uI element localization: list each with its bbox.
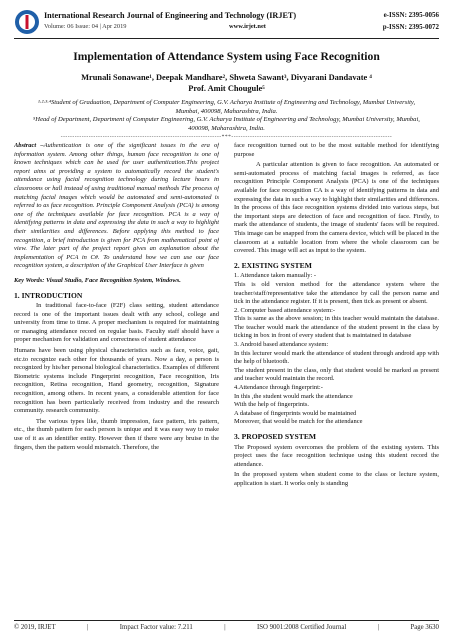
e-issn: e-ISSN: 2395-0056 [383, 11, 439, 19]
existing-line-11: A database of fingerprints would be maintained [234, 409, 357, 417]
affiliation-hod: ⁵Head of Department, Department of Computer Engineering, G.V. Acharya Institute of Engineering and Technology, Mumbai University, Mumbai, 400098, Maharashtra, India. [33, 116, 420, 132]
existing-line-8: 4.Attendance through fingerprint:- [234, 384, 323, 392]
journal-website-link[interactable]: www.irjet.net [229, 23, 266, 30]
footer-sep-1: | [87, 624, 89, 631]
existing-line-9: In this ,the student would mark the attendance [234, 392, 353, 400]
existing-line-12: Moreover, that would be match for the attendance [234, 418, 363, 426]
introduction-heading: 1. INTRODUCTION [14, 290, 83, 300]
abstract-label: Abstract – [14, 142, 44, 149]
existing-line-7: The student present in the class, only that student would be marked as present and teacher would maintain the record. [234, 366, 439, 383]
existing-line-1: 1. Attendance taken manually: - [234, 272, 317, 280]
existing-system-list [234, 272, 439, 427]
author-list [40, 72, 413, 94]
intro-paragraph-2: Humans have been using physical characteristics such as face, voice, gait, etc.to recognize each other for thousands of years. Now a day, a person is recognized by his/her personal biological characteristics. Examples of different Biometric systems include Fingerprint recognition, Face recognition, Iris recognition, Retina recognition, Hand geometry, recognition, Signature recognition, among others. In recent years, a considerable attention for face recognition has been particularly received from industry and the research community. research community. [14, 347, 219, 415]
volume-issue: Volume: 06 Issue: 04 | Apr 2019 [44, 23, 127, 30]
affiliations [30, 99, 423, 133]
affiliation-students: ¹·²·³·⁴Student of Graduation, Department of Computer Engineering, G.V. Acharya Institute of Engineering and Technology, Mumbai University, Mumbai, 400098, Maharashtra, India. [37, 99, 416, 115]
intro-paragraph-3: The various types like, thumb impression, face pattern, iris pattern, etc., the thumb pattern for each person is unique and it was easy way to make use of it as an identifier entity. However then if there were any bruise in the fingers, then the pattern would mismatch. Therefore, the [14, 417, 219, 451]
authors-line-2: Prof. Amit Chougule⁵ [188, 84, 265, 93]
proposed-paragraph-2: In the proposed system when student come to the class or lecture system, application is start. It works only is standing [234, 471, 439, 487]
footer-divider [14, 620, 439, 621]
existing-line-2: This is old version method for the attendance system where the teacher/staff/representative take the attendance by call the person name and tick in the attendance register. If it is present, then tick as present or absent. [234, 280, 439, 306]
footer-page-number: Page 3630 [410, 624, 439, 631]
left-column [14, 142, 219, 617]
section-separator: ---------------------------------------------------------------------***--------------------------------------------------------------------- [60, 134, 393, 140]
header-divider [14, 38, 439, 39]
proposed-paragraph-1: The Proposed system overcomes the problem of the existing system. This project uses the face recognition technique using this student record the attendance. [234, 443, 439, 468]
right-paragraph-2: A particular attention is given to face recognition. An automated or semi-automated process of matching facial images is referred, as face recognition Principle Component Analysis (PCA) is one of the techniques available for face recognition CA is a way of identifying patterns in data and expressing the data in such a way to highlight their similarities and differences. In the process of this face recognition systems divided into various steps, but the important steps are detection of face and recognition of face. Firstly, to mark the attendance of students, the image of students' faces will be required. This image can be snapped from the camera device, which will be placed in the classroom at a suitable location from where the whole classroom can be covered. This image will act as input to the system. [234, 161, 439, 255]
existing-line-4: This is same as the above session; in this teacher would maintain the database. The teacher would mark the attendance of the student present in the class by ticking in box in front of every student that is maintained in database [234, 315, 439, 340]
proposed-system-heading: 3. PROPOSED SYSTEM [234, 432, 317, 441]
journal-header [14, 8, 439, 36]
abstract [14, 142, 219, 271]
footer-sep-2: | [224, 624, 226, 631]
irjet-logo [14, 9, 40, 35]
journal-name: International Research Journal of Engineering and Technology (IRJET) [44, 11, 297, 20]
page-footer [14, 624, 439, 631]
existing-line-6: In this lecturer would mark the attendance of student through android app with the help of bluetooth. [234, 349, 439, 366]
authors-line-1: Mrunali Sonawane¹, Deepak Mandhare², Shweta Sawant³, Divyarani Dandavate ⁴ [81, 73, 372, 82]
existing-line-10: With the help of fingerprints. [234, 401, 310, 409]
existing-system-heading: 2. EXISTING SYSTEM [234, 260, 312, 270]
footer-sep-3: | [377, 624, 380, 631]
right-paragraph-1: face recognition turned out to be the most suitable method for identifying purpose [234, 142, 439, 158]
right-column [234, 142, 439, 617]
footer-iso: ISO 9001:2008 Certified Journal [256, 624, 347, 631]
existing-line-3: 2. Computer based attendance system:- [234, 306, 336, 314]
existing-line-5: 3. Android based attendance system: [234, 341, 329, 349]
keywords: Key Words: Visual Studio, Face Recognition System, Windows. [14, 276, 181, 284]
abstract-text: Authentication is one of the significant issues in the era of information system. Among other things, human face recognition is one of known techniques which can be used for user authentication.This project report aims at providing a system to automatically record the student's attendance using facial recognition technology during lecture hours in classrooms or hall instead of using traditional manual methods The process of matching facial images which would be automated and semi-automated is referred to as face recognition. Principle Component Analysis (PCA) is among one of the techniques available for face recognition. PCA is a way of identifying patterns in data and expressing the data in such a way to highlight their similarities and differences. Before applying this method to face recognition, a brief introduction is given for PCA from mathematical point of view. The later part of the project report gives an explanation about the implementation of PCA in C#. To understand how we can use our face recognition system, a description of the Graphical User Interface is given [14, 142, 219, 270]
footer-impact-factor: Impact Factor value: 7.211 [119, 624, 193, 631]
footer-copyright: © 2019, IRJET [14, 624, 56, 631]
intro-paragraph-1: In traditional face-to-face (F2F) class setting, student attendance record is one of the important issues dealt with any school, college and university from time to time. A proper mechanism is required for maintaining or managing attendance record on regular basis. Faculty staff should have a proper mechanism for validation and correctness of student attendance [14, 302, 219, 344]
paper-title: Implementation of Attendance System using Face Recognition [73, 50, 380, 63]
p-issn: p-ISSN: 2395-0072 [382, 23, 439, 31]
